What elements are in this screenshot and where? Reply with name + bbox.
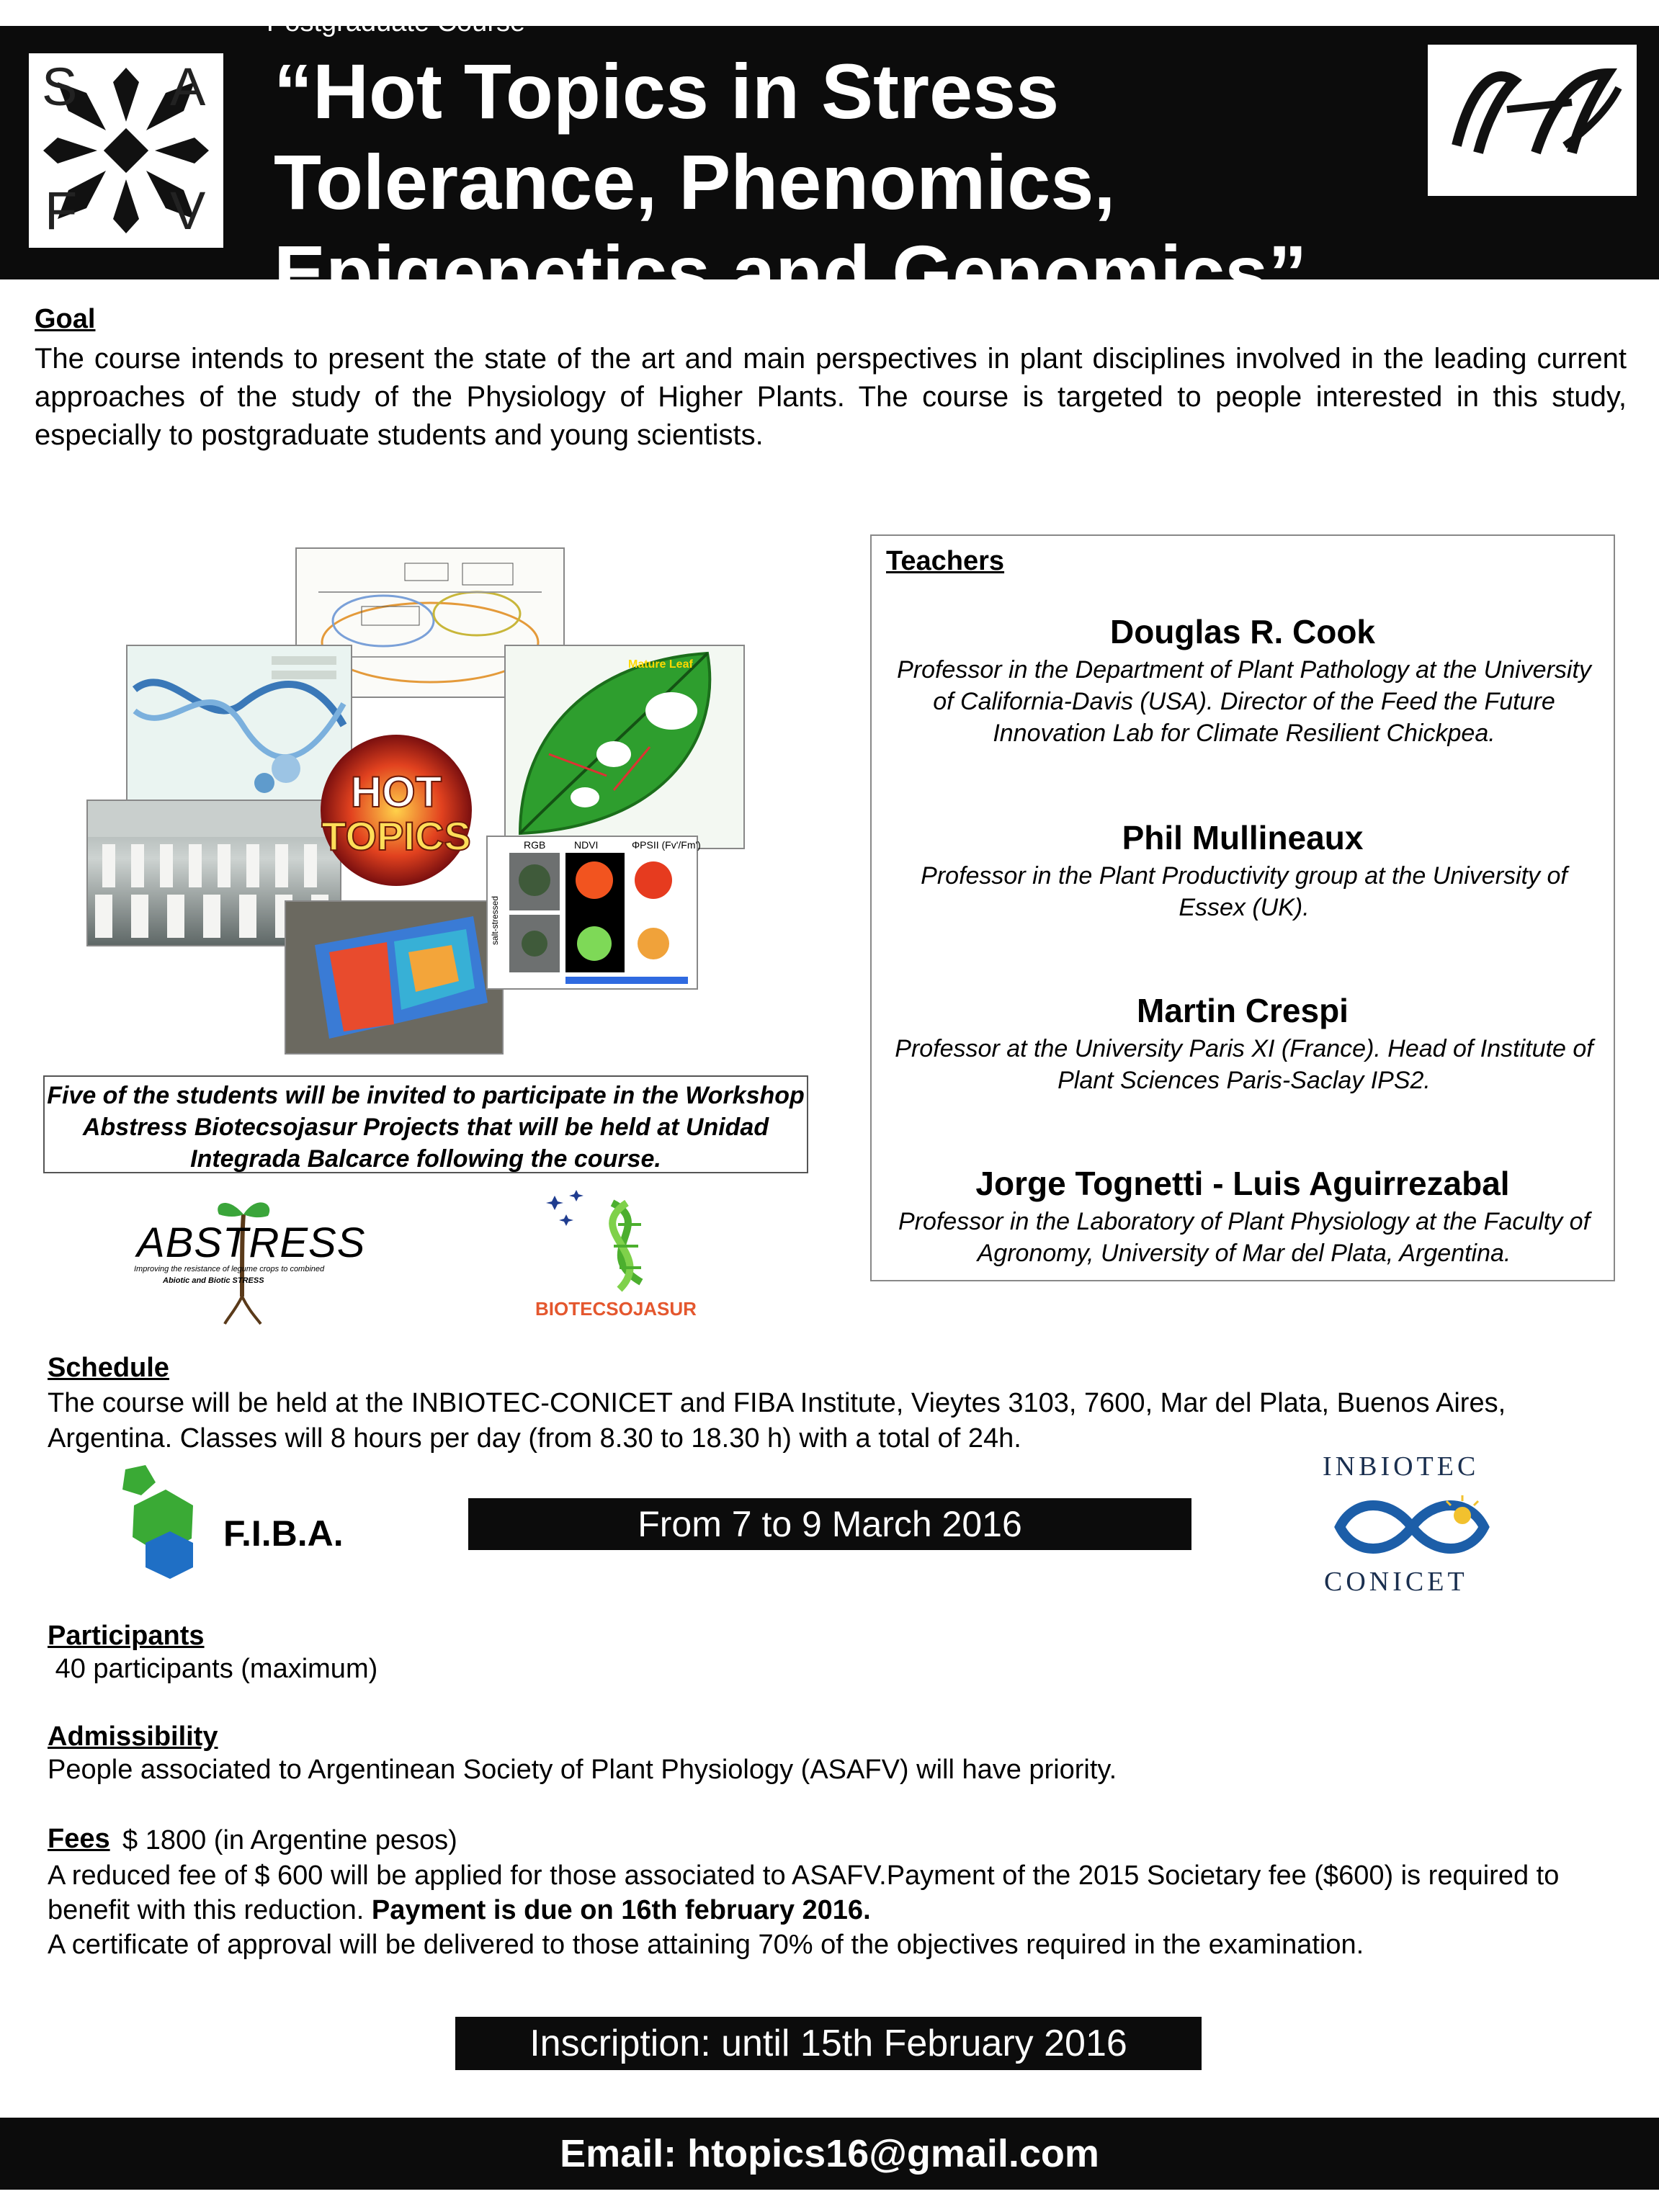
header-banner: [0, 7, 1659, 316]
dna-green-icon: [533, 1188, 699, 1304]
phenomics-panel: [486, 836, 701, 990]
leaf-signaling-diagram: [504, 645, 745, 849]
hot-topics-svg: [288, 720, 504, 900]
fees-reduction-text: A reduced fee of $ 600 will be applied for those associated to ASAFV.Payment of the 2015 Societary fee ($600) is required to benefit with this reduction.: [48, 1861, 1560, 1925]
goal-text: The course intends to present the state of the art and main perspectives in plant disciplines involved in the leading current approaches of the study of the Physiology of Higher Plants. The course is targeted to people interested in this study, especially to postgraduate students and young scientists.: [35, 343, 1627, 451]
lfv-caption-2: UNIDAD INTEGRADA BALCARCE - ARGENTINA: [1434, 184, 1631, 194]
admissibility-text: People associated to Argentinean Society of Plant Physiology (ASAFV) will have priority.: [48, 1755, 1117, 1785]
phenomics-label-salt: salt-stressed: [490, 895, 500, 945]
phenomics-label-rgb: RGB: [524, 839, 546, 851]
lfv-caption-1: LABORATORIO DE FISIOLOGIA VEGETAL: [1431, 170, 1633, 182]
hot-topics-collage: [58, 540, 785, 1059]
participants-value: 40 participants (maximum): [55, 1654, 378, 1684]
email-banner[interactable]: Email: htopics16@gmail.com: [0, 2118, 1659, 2190]
hot-topics-word-1: HOT: [350, 768, 442, 816]
teacher-name: Douglas R. Cook: [1109, 613, 1376, 650]
admissibility-heading: Admissibility: [48, 1721, 218, 1752]
phenomics-label-ndvi: NDVI: [574, 839, 599, 851]
participants-text: [48, 1654, 377, 1685]
phenomics-label-phipsii: ΦPSII (Fv'/Fm'): [632, 839, 701, 851]
teachers-heading: Teachers: [886, 546, 1005, 576]
inbiotec-conicet-logo: [1311, 1448, 1513, 1599]
leaf-label: Mature Leaf: [628, 658, 693, 671]
teacher-name: Martin Crespi: [1137, 992, 1349, 1029]
abstress-logo: [134, 1188, 365, 1325]
inscription-banner: Inscription: until 15th February 2016: [455, 2017, 1202, 2070]
fees-heading: Fees: [48, 1824, 110, 1854]
lfv-mark-icon: [1428, 45, 1637, 167]
abstress-subtitle-2: Abiotic and Biotic STRESS: [163, 1276, 264, 1285]
fiba-logo: [108, 1462, 360, 1592]
fees-amount: $ 1800 (in Argentine pesos): [122, 1825, 457, 1855]
phenomics-svg: [488, 837, 701, 988]
biotecsojasur-logo: [533, 1188, 699, 1325]
hot-topics-badge: [288, 720, 504, 900]
schedule-heading: Schedule: [48, 1353, 169, 1383]
fees-certificate-text: A certificate of approval will be delivered to those attaining 70% of the objectives required in the examination.: [48, 1930, 1364, 1960]
page-title: “Hot Topics in Stress Tolerance, Phenomics, Epigenetics and Genomics”: [274, 48, 1307, 316]
goal-heading: Goal: [35, 304, 96, 334]
asafv-logo: [29, 53, 223, 248]
leaf-svg: [506, 646, 743, 848]
abstress-wordmark: ABSTRESS: [137, 1219, 366, 1266]
fiba-wordmark: F.I.B.A.: [223, 1513, 344, 1554]
field-thermal-image: [285, 900, 504, 1054]
participants-heading: Participants: [48, 1621, 205, 1651]
asafv-letter-v: V: [170, 181, 206, 241]
abstress-subtitle-1: Improving the resistance of legume crops to combined: [134, 1265, 325, 1273]
asafv-letter-f: F: [45, 181, 78, 241]
teacher-description: Professor at the University Paris XI (France). Head of Institute of Plant Sciences Paris-Saclay IPS2.: [895, 1035, 1593, 1094]
teacher-name: Jorge Tognetti - Luis Aguirrezabal: [975, 1165, 1510, 1202]
workshop-invitation-box: Five of the students will be invited to participate in the Workshop Abstress Biotecsojasur Projects that will be held at Unidad Integrada Balcarce following the course.: [43, 1075, 808, 1173]
infinity-sun-icon: [1325, 1491, 1498, 1563]
teacher-description: Professor in the Plant Productivity group at the University of Essex (UK).: [921, 862, 1568, 921]
teacher-description: Professor in the Department of Plant Pathology at the University of California-Davis (USA). Director of the Feed the Future Innovation Lab for Climate Resilient Chickpea.: [897, 656, 1591, 747]
schedule-text: The course will be held at the INBIOTEC-CONICET and FIBA Institute, Vieytes 3103, 7600, Mar del Plata, Buenos Aires, Argentina. Classes will 8 hours per day (from 8.30 to 18.30 h) with a total of 24h.: [48, 1388, 1506, 1454]
fees-text: [48, 1858, 1632, 1962]
pretitle: Postgraduate Course: [267, 7, 526, 37]
teacher-description: Professor in the Laboratory of Plant Physiology at the Faculty of Agronomy, University of Mar del Plata, Argentina.: [898, 1208, 1591, 1267]
hot-topics-word-2: TOPICS: [321, 813, 471, 859]
thermal-svg: [286, 902, 502, 1053]
course-dates-banner: From 7 to 9 March 2016: [468, 1498, 1191, 1550]
inbiotec-wordmark: INBIOTEC: [1323, 1451, 1480, 1482]
teachers-box: [870, 534, 1615, 1281]
conicet-wordmark: CONICET: [1324, 1567, 1468, 1597]
asafv-letter-s: S: [42, 57, 78, 117]
asafv-letter-a: A: [170, 57, 206, 117]
teacher-name: Phil Mullineaux: [1122, 819, 1364, 856]
biotecsojasur-wordmark: BIOTECSOJASUR: [535, 1298, 697, 1320]
fees-deadline: Payment is due on 16th february 2016.: [371, 1895, 871, 1925]
